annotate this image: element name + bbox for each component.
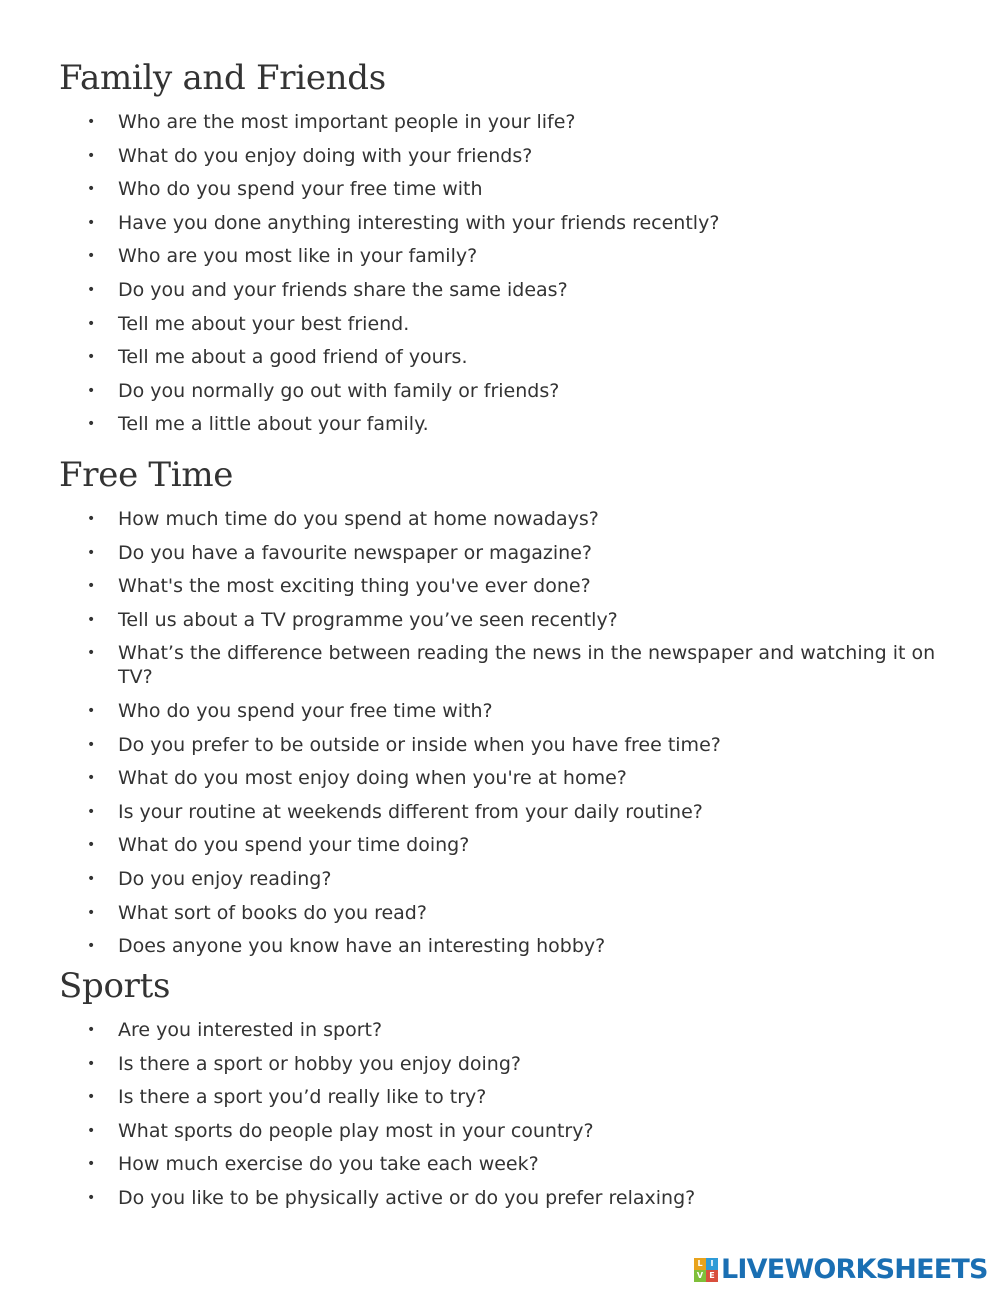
- list-item: [0, 699, 1000, 723]
- question-text: Are you interested in sport?: [118, 1019, 383, 1041]
- bullet-icon: •: [87, 511, 96, 527]
- bullet-icon: •: [87, 1156, 96, 1173]
- logo-block-v: V: [694, 1270, 706, 1282]
- list-item: [0, 934, 1000, 958]
- bullet-icon: •: [87, 214, 96, 231]
- list-item: [0, 412, 1000, 436]
- bullet-icon: •: [87, 382, 96, 399]
- list-item: [0, 1052, 1000, 1076]
- question-text: Does anyone you know have an interesting hobby?: [118, 935, 606, 958]
- question-text: Is there a sport or hobby you enjoy doing?: [118, 1052, 521, 1075]
- question-text: How much time do you spend at home nowadays?: [118, 508, 599, 530]
- list-item: [0, 345, 1000, 369]
- bullet-icon: •: [87, 315, 96, 332]
- list-item: [0, 177, 1000, 201]
- list-item: [0, 278, 1000, 302]
- bullet-icon: •: [87, 837, 96, 854]
- question-text: What sports do people play most in your country?: [118, 1119, 594, 1142]
- list-item: [0, 733, 1000, 757]
- question-text: Who do you spend your free time with: [118, 178, 483, 201]
- question-list-family-and-friends: [0, 110, 1000, 446]
- bullet-icon: •: [87, 147, 96, 164]
- bullet-icon: •: [87, 349, 96, 366]
- bullet-icon: •: [87, 1089, 96, 1106]
- question-list-free-time: [0, 507, 1000, 968]
- question-text: What do you enjoy doing with your friends?: [118, 144, 533, 167]
- list-item: [0, 144, 1000, 168]
- question-text: Who are the most important people in your life?: [118, 111, 576, 133]
- question-text: What do you most enjoy doing when you're at home?: [118, 767, 627, 790]
- bullet-icon: •: [87, 611, 96, 628]
- bullet-icon: •: [87, 702, 96, 719]
- list-item: [0, 1186, 1000, 1210]
- logo-text: LIVEWORKSHEETS: [721, 1254, 988, 1285]
- logo-block-e: E: [706, 1270, 718, 1282]
- question-text: What sort of books do you read?: [118, 901, 427, 924]
- bullet-icon: •: [87, 1055, 96, 1072]
- list-item: [0, 379, 1000, 403]
- bullet-icon: •: [87, 1122, 96, 1139]
- list-item: [0, 244, 1000, 268]
- list-item: [0, 766, 1000, 790]
- list-item: [0, 901, 1000, 925]
- question-text: Is there a sport you’d really like to try?: [118, 1086, 487, 1109]
- list-item: [0, 574, 1000, 598]
- list-item: [0, 641, 1000, 689]
- liveworksheets-blocks-icon: [694, 1258, 718, 1282]
- liveworksheets-logo: [694, 1255, 988, 1285]
- question-text: Tell us about a TV programme you’ve seen recently?: [118, 608, 618, 631]
- bullet-icon: •: [87, 1189, 96, 1206]
- list-item: [0, 507, 1000, 531]
- bullet-icon: •: [87, 544, 96, 561]
- bullet-icon: •: [87, 281, 96, 298]
- question-text: Do you normally go out with family or friends?: [118, 379, 560, 402]
- bullet-icon: •: [87, 736, 96, 753]
- list-item: [0, 541, 1000, 565]
- bullet-icon: •: [87, 904, 96, 921]
- list-item: [0, 312, 1000, 336]
- bullet-icon: •: [87, 1022, 96, 1038]
- question-text: Is your routine at weekends different from your daily routine?: [118, 800, 703, 823]
- question-text: How much exercise do you take each week?: [118, 1153, 539, 1176]
- question-text: Who do you spend your free time with?: [118, 699, 493, 722]
- bullet-icon: •: [87, 248, 96, 265]
- logo-block-i: I: [706, 1258, 718, 1270]
- bullet-icon: •: [87, 870, 96, 887]
- question-text: What do you spend your time doing?: [118, 834, 470, 857]
- list-item: [0, 1085, 1000, 1109]
- question-text: Tell me a little about your family.: [118, 413, 429, 436]
- section-title-sports: Sports: [59, 966, 171, 1006]
- list-item: [0, 1018, 1000, 1042]
- list-item: [0, 211, 1000, 235]
- section-title-free-time: Free Time: [59, 455, 234, 495]
- bullet-icon: •: [87, 578, 96, 595]
- question-text: Tell me about a good friend of yours.: [118, 346, 468, 369]
- bullet-icon: •: [87, 416, 96, 433]
- list-item: [0, 110, 1000, 134]
- question-list-sports: [0, 1018, 1000, 1220]
- question-text: Do you prefer to be outside or inside when you have free time?: [118, 733, 721, 756]
- list-item: [0, 1119, 1000, 1143]
- list-item: [0, 608, 1000, 632]
- bullet-icon: •: [87, 803, 96, 820]
- list-item: [0, 800, 1000, 824]
- logo-block-l: L: [694, 1258, 706, 1270]
- list-item: [0, 833, 1000, 857]
- bullet-icon: •: [87, 770, 96, 787]
- bullet-icon: •: [87, 645, 96, 662]
- bullet-icon: •: [87, 181, 96, 198]
- question-text: Do you like to be physically active or do you prefer relaxing?: [118, 1186, 696, 1209]
- question-text: Do you enjoy reading?: [118, 867, 332, 890]
- question-text: Have you done anything interesting with your friends recently?: [118, 211, 720, 234]
- list-item: [0, 1152, 1000, 1176]
- question-text: Do you and your friends share the same ideas?: [118, 278, 568, 301]
- question-text: Tell me about your best friend.: [118, 312, 410, 335]
- bullet-icon: •: [87, 938, 96, 955]
- question-text: What's the most exciting thing you've ever done?: [118, 575, 591, 598]
- question-text: Who are you most like in your family?: [118, 245, 478, 268]
- question-text: What’s the difference between reading the news in the newspaper and watching it on TV?: [118, 642, 936, 689]
- bullet-icon: •: [87, 114, 96, 130]
- question-text: Do you have a favourite newspaper or magazine?: [118, 541, 592, 564]
- list-item: [0, 867, 1000, 891]
- section-title-family-and-friends: Family and Friends: [59, 58, 386, 98]
